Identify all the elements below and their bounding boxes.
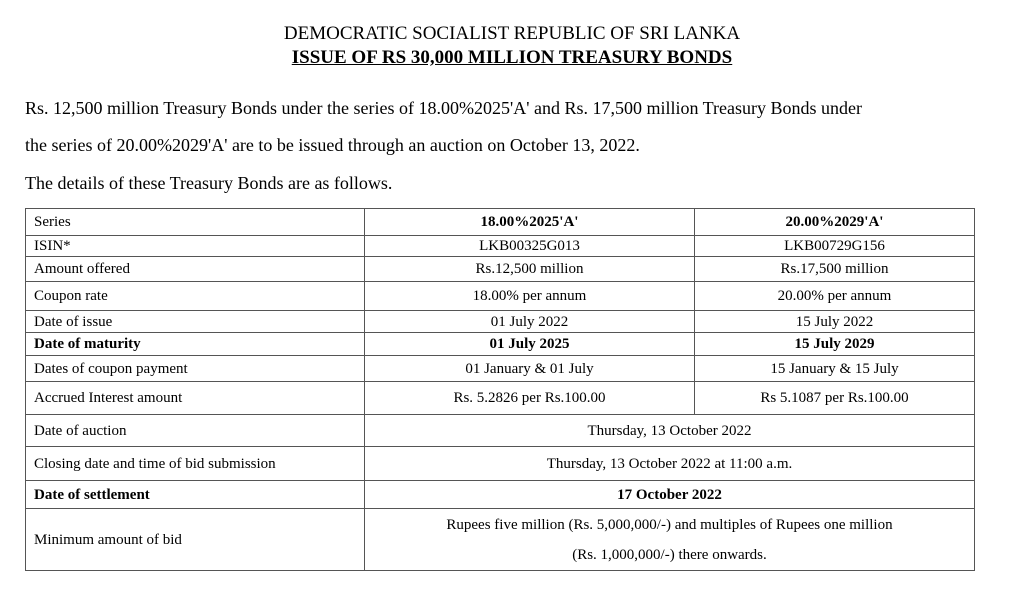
row-label-coupon-dates: Dates of coupon payment: [26, 356, 365, 382]
table-row: [26, 481, 975, 509]
issue-b: 15 July 2022: [695, 311, 975, 333]
intro-line-2: the series of 20.00%2029'A' are to be issued through an auction on October 13, 2022.: [25, 135, 640, 155]
intro-line-1: Rs. 12,500 million Treasury Bonds under the series of 18.00%2025'A' and Rs. 17,500 million Treasury Bonds under: [25, 98, 862, 118]
accrued-b: Rs 5.1087 per Rs.100.00: [695, 382, 975, 415]
row-label-amount: Amount offered: [26, 257, 365, 282]
row-label-issue: Date of issue: [26, 311, 365, 333]
table-row: [26, 282, 975, 311]
coupon-b: 20.00% per annum: [695, 282, 975, 311]
document-subtitle: ISSUE OF RS 30,000 MILLION TREASURY BONDS: [291, 47, 733, 68]
row-label-accrued: Accrued Interest amount: [26, 382, 365, 415]
coupon-a: 18.00% per annum: [365, 282, 695, 311]
table-row: [26, 382, 975, 415]
closing-date-time: Thursday, 13 October 2022 at 11:00 a.m.: [365, 447, 975, 481]
minimum-bid-cell: [365, 509, 975, 571]
row-label-coupon: Coupon rate: [26, 282, 365, 311]
auction-date: Thursday, 13 October 2022: [365, 415, 975, 447]
row-label-series: Series: [26, 209, 365, 236]
series-b-header: 20.00%2029'A': [695, 209, 975, 236]
accrued-a: Rs. 5.2826 per Rs.100.00: [365, 382, 695, 415]
table-row: [26, 356, 975, 382]
row-label-isin: ISIN*: [26, 236, 365, 257]
settlement-date: 17 October 2022: [365, 481, 975, 509]
isin-a: LKB00325G013: [365, 236, 695, 257]
table-row: [26, 415, 975, 447]
row-label-settlement: Date of settlement: [26, 481, 365, 509]
maturity-a: 01 July 2025: [365, 333, 695, 356]
minimum-bid-line-2: (Rs. 1,000,000/-) there onwards.: [572, 546, 767, 563]
isin-b: LKB00729G156: [695, 236, 975, 257]
series-a-header: 18.00%2025'A': [365, 209, 695, 236]
document-title: DEMOCRATIC SOCIALIST REPUBLIC OF SRI LANKA: [283, 23, 741, 44]
coupon-dates-b: 15 January & 15 July: [695, 356, 975, 382]
table-row: [26, 509, 975, 571]
row-label-minimum-bid: Minimum amount of bid: [26, 509, 365, 571]
coupon-dates-a: 01 January & 01 July: [365, 356, 695, 382]
table-row: [26, 333, 975, 356]
row-label-closing: Closing date and time of bid submission: [26, 447, 365, 481]
row-label-auction: Date of auction: [26, 415, 365, 447]
table-row: [26, 447, 975, 481]
table-row: [26, 236, 975, 257]
bond-details-table: [25, 208, 975, 571]
minimum-bid-line-1: Rupees five million (Rs. 5,000,000/-) and multiples of Rupees one million: [446, 516, 893, 533]
issue-a: 01 July 2022: [365, 311, 695, 333]
row-label-maturity: Date of maturity: [26, 333, 365, 356]
table-row: [26, 257, 975, 282]
table-row: [26, 209, 975, 236]
table-row: [26, 311, 975, 333]
amount-a: Rs.12,500 million: [365, 257, 695, 282]
maturity-b: 15 July 2029: [695, 333, 975, 356]
intro-line-3: The details of these Treasury Bonds are as follows.: [25, 173, 393, 193]
amount-b: Rs.17,500 million: [695, 257, 975, 282]
